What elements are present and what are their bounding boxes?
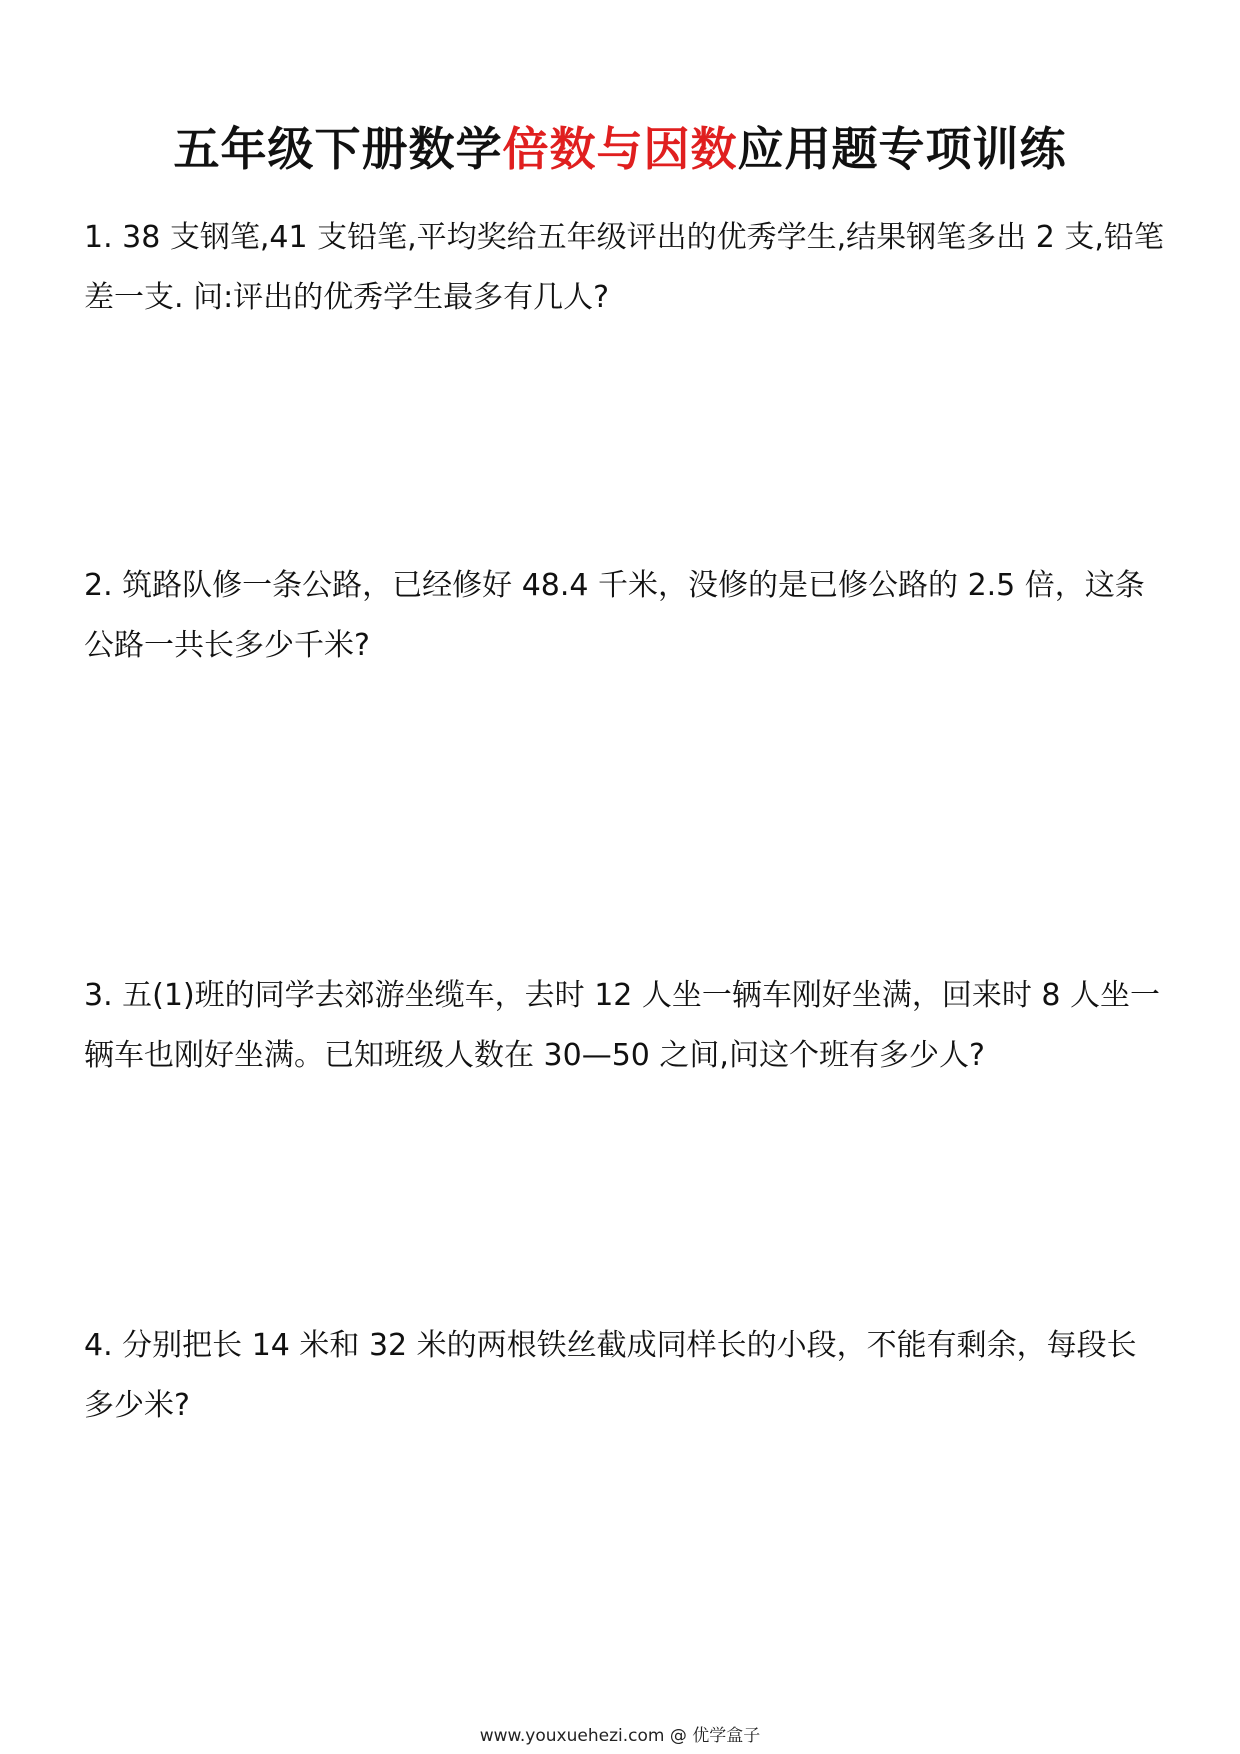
title-highlight: 倍数与因数 <box>502 122 738 176</box>
title-suffix: 应用题专项训练 <box>737 122 1067 176</box>
question-2: 2. 筑路队修一条公路，已经修好 48.4 千米，没修的是已修公路的 2.5 倍，这条公路一共长多少千米? <box>84 568 1145 663</box>
title-prefix: 五年级下册数学 <box>173 122 503 176</box>
footer-watermark: www.youxuehezi.com @ 优学盒子 <box>479 1726 761 1746</box>
question-1: 1. 38 支钢笔,41 支铅笔,平均奖给五年级评出的优秀学生,结果钢笔多出 2 支,铅笔差一支. 问:评出的优秀学生最多有几人? <box>84 220 1164 315</box>
question-4: 4. 分别把长 14 米和 32 米的两根铁丝截成同样长的小段，不能有剩余，每段长多少米? <box>84 1328 1137 1423</box>
question-3: 3. 五(1)班的同学去郊游坐缆车，去时 12 人坐一辆车刚好坐满，回来时 8 人坐一辆车也刚好坐满。已知班级人数在 30—50 之间,问这个班有多少人? <box>84 978 1161 1073</box>
page-title <box>0 118 1240 180</box>
